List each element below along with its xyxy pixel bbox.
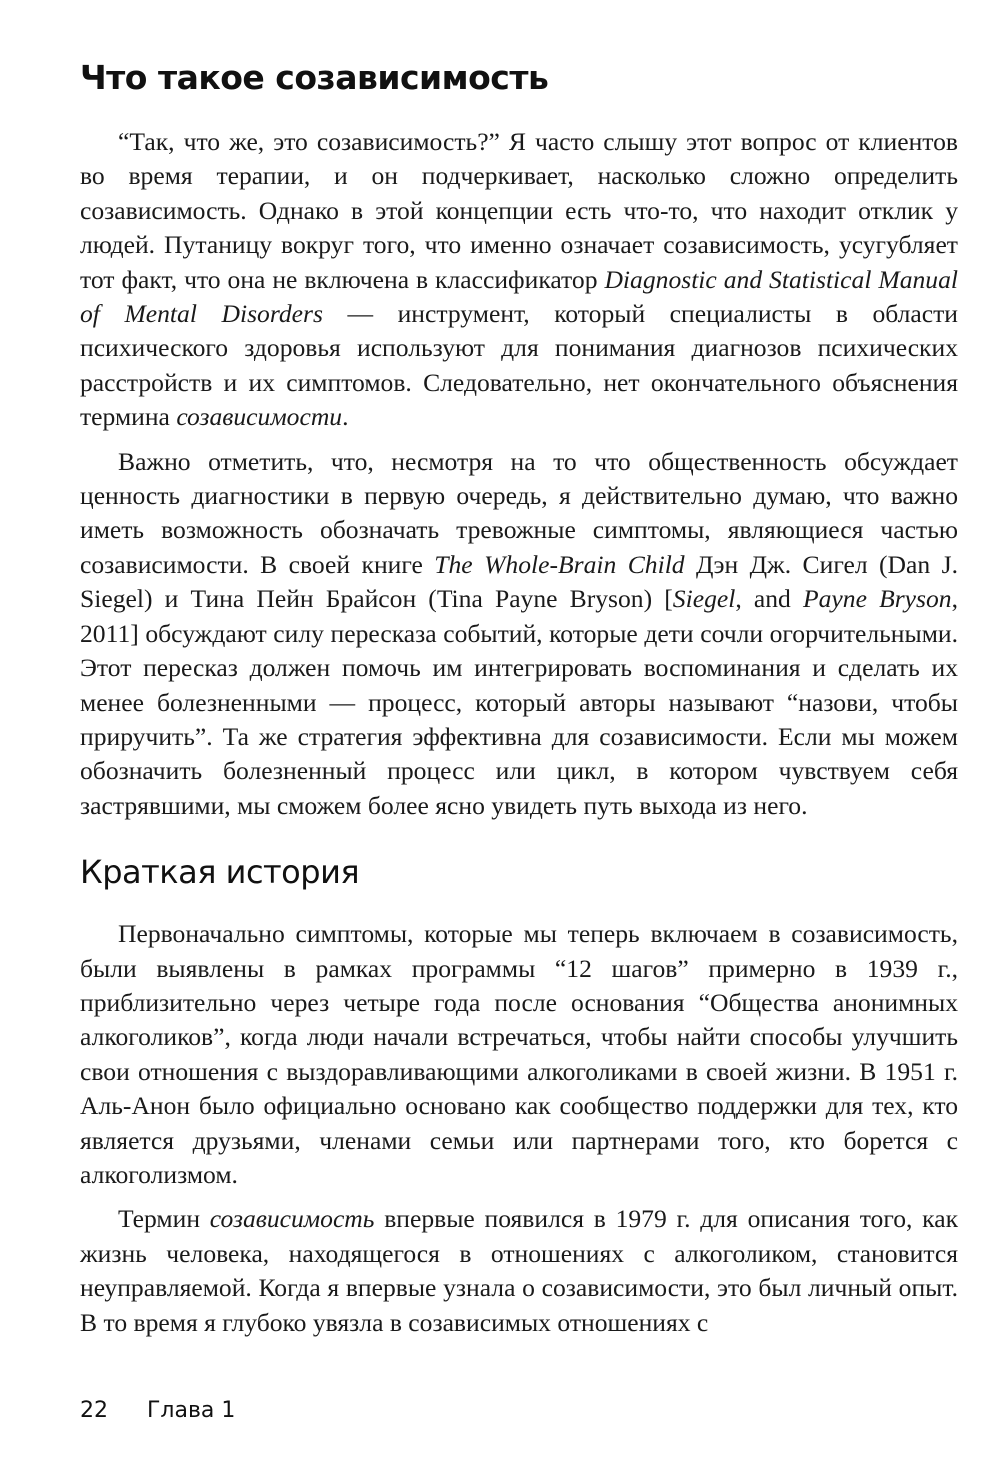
text-run: — инструмент, который специалисты в области психического здоровья используют для понимания диагнозов психических расстройств и их симптомов. Следовательно, нет окончательного объяснения термина bbox=[80, 299, 958, 432]
paragraph bbox=[80, 1202, 958, 1340]
text-run: Дэн Дж. Сигел (Dan J. Siegel) и Тина Пейн Брайсон (Tina Payne Bryson) [ bbox=[80, 549, 958, 614]
text-run: Первоначально симптомы, которые мы теперь включаем в созависимость, были выявлены в рамках программы “12 шагов” примерно в 1939 г., приблизительно через четыре года после основания “Общества анонимных алкоголиков”, когда люди начали встречаться, чтобы найти способы улучшить свои отношения с выздоравливающими алкоголиками в своей жизни. В 1951 г. Аль-Анон было официально основано как сообщество поддержки для тех, кто является друзьями, членами семьи или партнерами того, кто борется с алкоголизмом. bbox=[80, 919, 958, 1189]
text-run: , 2011] обсуждают силу пересказа событий, которые дети сочли огорчительными. Этот пересказ должен помочь им интегрировать воспоминания и сделать их менее болезненными — процесс, который авторы называют “назови, чтобы приручить”. Та же стратегия эффективна для созависимости. Если мы можем обозначить болезненный процесс или цикл, в котором чувствуем себя застрявшими, мы сможем более ясно увидеть путь выхода из него. bbox=[80, 584, 958, 820]
italic-text-run: созависимости bbox=[176, 402, 343, 432]
text-run: Важно отметить, что, несмотря на то что общественность обсуждает ценность диагностики в первую очередь, я действительно думаю, что важно иметь возможность обозначать тревожные симптомы, являющиеся частью созависимости. В своей книге bbox=[80, 446, 958, 579]
italic-text-run: Diagnostic and Statistical Manual of Mental Disorders bbox=[80, 264, 958, 329]
chapter-label: Глава 1 bbox=[147, 1398, 236, 1423]
italic-text-run: The Whole-Brain Child bbox=[434, 549, 685, 579]
section-body-brief-history bbox=[80, 917, 958, 1340]
section-body-codependency bbox=[80, 125, 958, 823]
page-number: 22 bbox=[80, 1398, 108, 1423]
italic-text-run: Payne Bryson bbox=[802, 584, 952, 614]
text-run: Термин bbox=[118, 1204, 210, 1234]
paragraph bbox=[80, 125, 958, 435]
text-run: . bbox=[342, 402, 349, 432]
text-run: впервые появился в 1979 г. для описания того, как жизнь человека, находящегося в отношениях с алкоголиком, становится неуправляемой. Когда я впервые узнала о созависимости, это был личный опыт. В то время я глубоко увязла в созависимых отношениях с bbox=[80, 1204, 959, 1337]
section-heading-brief-history: Краткая история bbox=[80, 853, 360, 892]
page-content bbox=[80, 58, 958, 1350]
page-footer bbox=[80, 1398, 235, 1423]
paragraph bbox=[80, 445, 958, 823]
italic-text-run: созависимость bbox=[209, 1204, 375, 1234]
text-run: , and bbox=[735, 584, 803, 614]
italic-text-run: Siegel bbox=[672, 584, 736, 614]
text-run: “Так, что же, это созависимость?” Я часто слышу этот вопрос от клиентов во время терапии, и он подчеркивает, насколько сложно определить созависимость. Однако в этой концепции есть что-то, что находит отклик у людей. Путаницу вокруг того, что именно означает созависимость, усугубляет тот факт, что она не включена в классификатор bbox=[80, 127, 958, 294]
paragraph bbox=[80, 917, 958, 1192]
section-heading-codependency: Что такое созависимость bbox=[80, 58, 549, 97]
